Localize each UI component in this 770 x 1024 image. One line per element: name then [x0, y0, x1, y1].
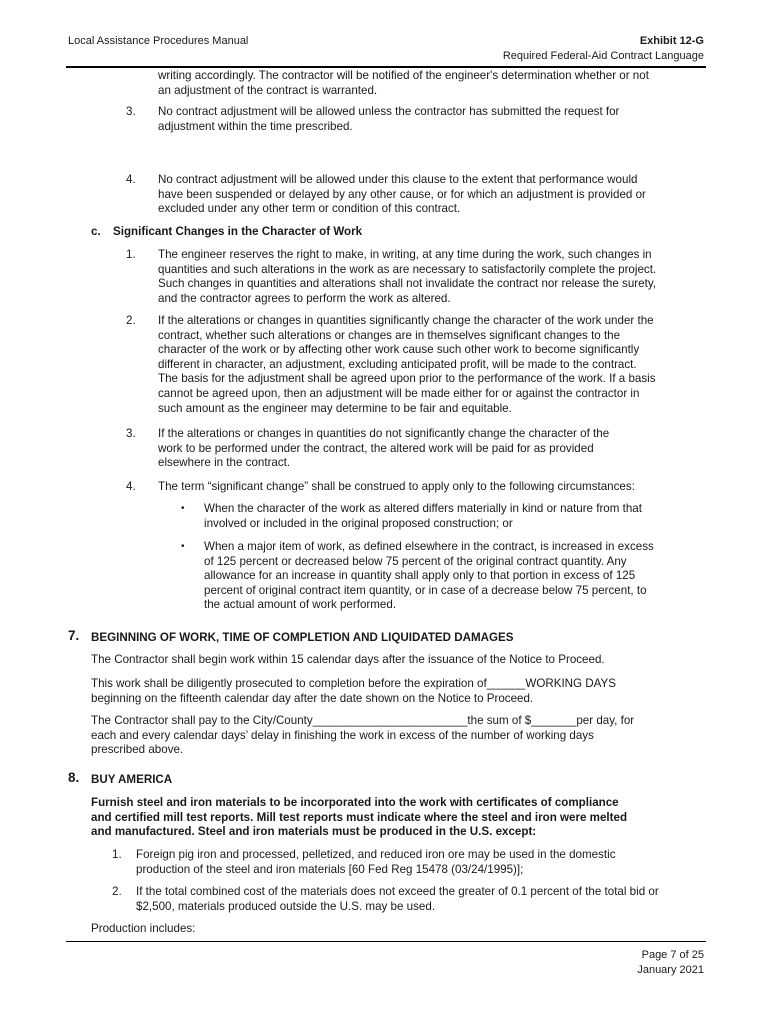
- subsection-title: Significant Changes in the Character of Work: [113, 225, 363, 238]
- paragraph: Production includes:: [91, 922, 196, 935]
- item-text: If the alterations or changes in quantities do not significantly change the character of the work to be performed under the contract, the altered work will be paid for as provided elsewhere in the contract.: [158, 427, 610, 470]
- item-text: The term “significant change” shall be construed to apply only to the following circumstances:: [158, 480, 635, 493]
- item-number: 4.: [126, 173, 136, 186]
- item-number: 3.: [126, 427, 136, 440]
- section-number: 8.: [68, 770, 80, 785]
- section-title: BEGINNING OF WORK, TIME OF COMPLETION AND LIQUIDATED DAMAGES: [91, 631, 514, 644]
- header-rule: [66, 66, 706, 68]
- item-number: 3.: [126, 105, 136, 118]
- subsection-letter: c.: [91, 225, 101, 238]
- item-text: If the alterations or changes in quantities significantly change the character of the work under the contract, whether such alterations or changes are in themselves significant changes to the character of the work or by affecting other work cause such other work to become significantly different in character, an adjustment, excluding anticipated profit, will be made to the contract. The basis for the adjustment shall be agreed upon prior to the performance of the work. If a basis cannot be agreed upon, then an adjustment will be made either for or against the contractor in such amount as the engineer may determine to be fair and equitable.: [158, 314, 656, 415]
- bullet-text: When a major item of work, as defined elsewhere in the contract, is increased in excess of 125 percent or decreased below 75 percent of the original contract quantity. Any allowance for an increase in quantity shall apply only to that portion in excess of 125 percent of original contract item quantity, or in case of a decrease below 75 percent, to the actual amount of work performed.: [204, 540, 654, 612]
- footer: [637, 948, 704, 977]
- page-number: Page 7 of 25: [641, 949, 704, 961]
- item-text: No contract adjustment will be allowed under this clause to the extent that performance would have been suspended or delayed by any other cause, or for which an adjustment is provided or excluded under any other term or condition of this contract.: [158, 173, 646, 216]
- footer-date: January 2021: [637, 963, 704, 976]
- paragraph: The Contractor shall pay to the City/County________________________the sum of $_______per day, for each and every calendar days’ delay in finishing the work in excess of the number of working days prescribed above.: [91, 714, 635, 757]
- bold-paragraph: Furnish steel and iron materials to be incorporated into the work with certificates of compliance and certified mill test reports. Mill test reports must indicate where the steel and iron were melted and manufactured. Steel and iron materials must be produced in the U.S. except:: [91, 796, 628, 839]
- bullet-dot: •: [181, 541, 185, 552]
- continued-paragraph: writing accordingly. The contractor will be notified of the engineer's determination whether or not an adjustment of the contract is warranted.: [158, 69, 649, 97]
- item-text: Foreign pig iron and processed, pelletized, and reduced iron ore may be used in the domestic production of the steel and iron materials [60 Fed Reg 15478 (03/24/1995)];: [136, 848, 616, 876]
- bullet-text: When the character of the work as altered differs materially in kind or nature from that involved or included in the original proposed construction; or: [204, 502, 642, 530]
- section-number: 7.: [68, 628, 80, 643]
- item-number: 1.: [126, 248, 136, 261]
- exhibit-subtitle: Required Federal-Aid Contract Language: [502, 49, 704, 62]
- item-text: If the total combined cost of the materials does not exceed the greater of 0.1 percent of the total bid or $2,500, materials produced outside the U.S. may be used.: [136, 885, 659, 913]
- item-text: The engineer reserves the right to make, in writing, at any time during the work, such changes in quantities and such alterations in the work as are necessary to satisfactorily complete the project. Such changes in quantities and alterations shall not invalidate the contract nor release the surety, and the contractor agrees to perform the work as altered.: [158, 248, 657, 305]
- item-number: 2.: [126, 314, 136, 327]
- item-number: 2.: [112, 885, 122, 898]
- item-text: No contract adjustment will be allowed unless the contractor has submitted the request for adjustment within the time prescribed.: [158, 105, 620, 133]
- paragraph: This work shall be diligently prosecuted to completion before the expiration of______WORKING DAYS beginning on the fifteenth calendar day after the date shown on the Notice to Proceed.: [91, 677, 616, 705]
- section-title: BUY AMERICA: [91, 773, 173, 786]
- item-number: 4.: [126, 480, 136, 493]
- manual-title: Local Assistance Procedures Manual: [68, 35, 249, 47]
- item-number: 1.: [112, 848, 122, 861]
- exhibit-number: Exhibit 12-G: [639, 35, 704, 47]
- bullet-dot: •: [181, 503, 185, 514]
- paragraph: The Contractor shall begin work within 15 calendar days after the issuance of the Notice to Proceed.: [91, 653, 605, 666]
- footer-rule: [66, 941, 706, 942]
- exhibit-header: [503, 34, 704, 63]
